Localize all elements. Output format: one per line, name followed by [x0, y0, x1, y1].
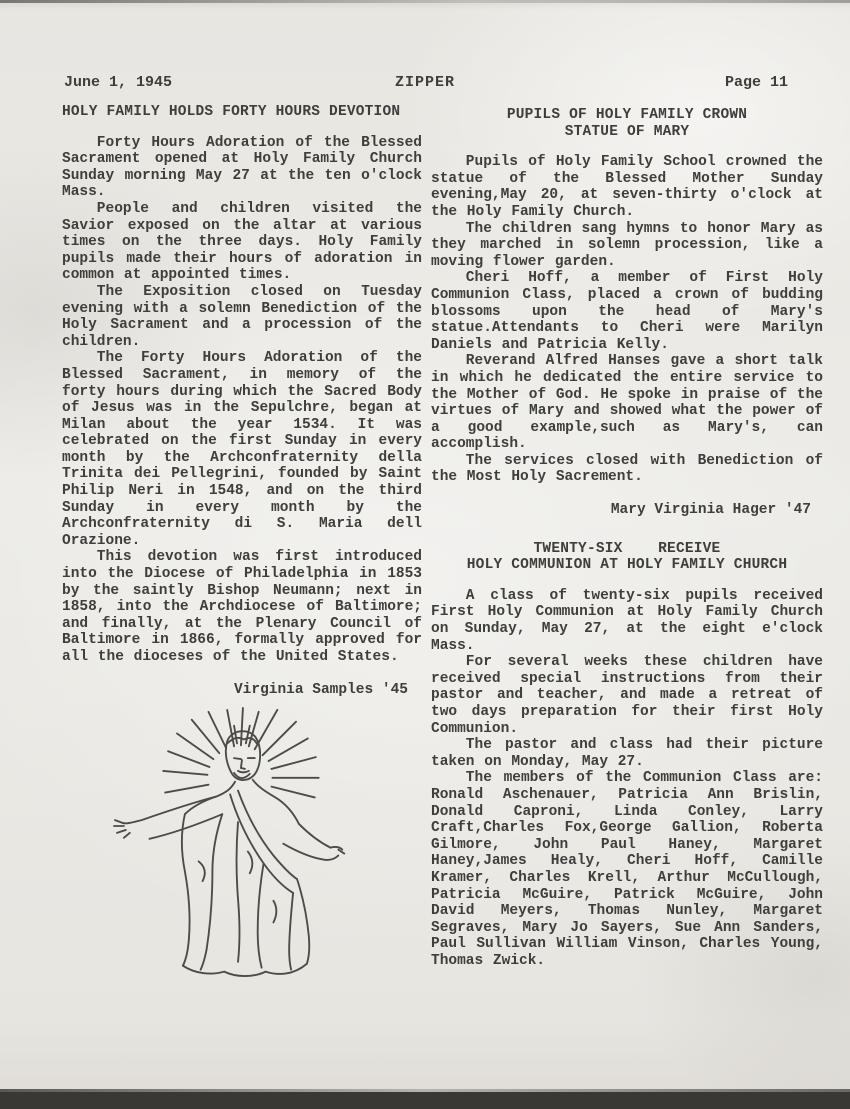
- scan-edge-bottom: [0, 1092, 850, 1109]
- paragraph: A class of twenty-six pupils received First Holy Communion at Holy Family Church on Sunday, May 27, at the eight e'clock Mass.: [431, 587, 823, 654]
- masthead-title: ZIPPER: [394, 74, 455, 91]
- paragraph: Pupils of Holy Family School crowned the statue of the Blessed Mother Sunday evening,May 20, at seven-thirty o'clock at the Holy Family Church.: [431, 154, 823, 220]
- byline-virginia-samples: Virginia Samples '45: [233, 681, 408, 698]
- paragraph: Forty Hours Adoration of the Blessed Sacrament opened at Holy Family Church Sunday morning May 27 at the ten o'clock Mass.: [62, 134, 422, 201]
- paragraph: For several weeks these children have received special instructions from their pastor and teacher, and made a retreat of two days preparation for their first Holy Communion.: [431, 654, 823, 737]
- paragraph: The members of the Communion Class are: Ronald Aschenauer, Patricia Ann Brislin, Donald Caproni, Linda Conley, Larry Craft,Charles Fox,George Gallion, Roberta Gilmore, John Paul Haney, Margaret Haney,James Healy, Cheri Hoff, Camille Kramer, Charles Krell, Arthur McCullough, Patricia McGuire, Patrick McGuire, John David Meyers, Thomas Nunley, Margaret Segraves, Mary Jo Sayers, Sue Ann Sanders, Paul Sullivan William Vinson, Charles Young, Thomas Zwick.: [431, 770, 823, 969]
- paragraph: The services closed with Benediction of the Most Holy Sacrement.: [431, 452, 823, 486]
- headline-line1: PUPILS OF HOLY FAMILY CROWN: [506, 107, 748, 123]
- paragraph: The pastor and class had their picture taken on Monday, May 27.: [431, 737, 823, 770]
- article-headline-crown-statue: [431, 107, 823, 140]
- paragraph: This devotion was first introduced into the Diocese of Philadelphia in 1853 by the saintly Bishop Neumann; next in 1858, into the Archdiocese of Baltimore; and finally, at the Plenary Council of Baltimore in 1866, formally approved for all the dioceses of the United States.: [62, 549, 422, 665]
- left-column: [62, 104, 422, 1015]
- issue-date: June 1, 1945: [64, 74, 173, 91]
- headline-line1: TWENTY-SIX RECEIVE: [533, 540, 721, 557]
- byline-mary-virginia-hager: Mary Virginia Hager '47: [610, 502, 811, 519]
- article-body-crown-statue: [431, 154, 823, 486]
- paragraph: Cheri Hoff, a member of First Holy Communion Class, placed a crown of budding blossoms upon the head of Mary's statue.Attendants to Cheri were Marilyn Daniels and Patricia Kelly.: [431, 270, 823, 353]
- article-body-twenty-six: [431, 588, 823, 970]
- article-headline-twenty-six: [431, 541, 823, 574]
- article-headline-forty-hours: HOLY FAMILY HOLDS FORTY HOURS DEVOTION: [62, 104, 401, 120]
- scan-edge-top: [0, 0, 850, 3]
- page-number: Page 11: [724, 74, 788, 91]
- paragraph: The children sang hymns to honor Mary as they marched in solemn procession, like a moving flower garden.: [431, 220, 823, 270]
- paragraph: Reverand Alfred Hanses gave a short talk in which he dedicated the entire service to the Mother of God. He spoke in praise of the virtues of Mary and showed what the power of a good example,such as Mary's, can accomplish.: [431, 353, 823, 453]
- paragraph: The Exposition closed on Tuesday evening with a solemn Benediction of the Holy Sacrament and a procession of the children.: [62, 283, 422, 350]
- paragraph: The Forty Hours Adoration of the Blessed Sacrament, in memory of the forty hours during which the Sacred Body of Jesus was in the Sepulchre, began at Milan about the year 1534. It was celebrated on the first Sunday in every month by the Archconfraternity della Trinita dei Pellegrini, founded by Saint Philip Neri in 1548, and on the third Sunday in every month by the Archconfraternity di S. Maria dell Orazione.: [62, 350, 422, 549]
- jesus-illustration: [88, 704, 388, 1009]
- headline-line2: HOLY COMMUNION AT HOLY FAMILY CHURCH: [466, 557, 788, 574]
- article-body-forty-hours: [62, 135, 422, 666]
- right-column: [431, 107, 823, 970]
- headline-line2: STATUE OF MARY: [564, 123, 690, 140]
- paragraph: People and children visited the Savior exposed on the altar at various times on the three days. Holy Family pupils made their hours of adoration in common at appointed times.: [62, 200, 422, 284]
